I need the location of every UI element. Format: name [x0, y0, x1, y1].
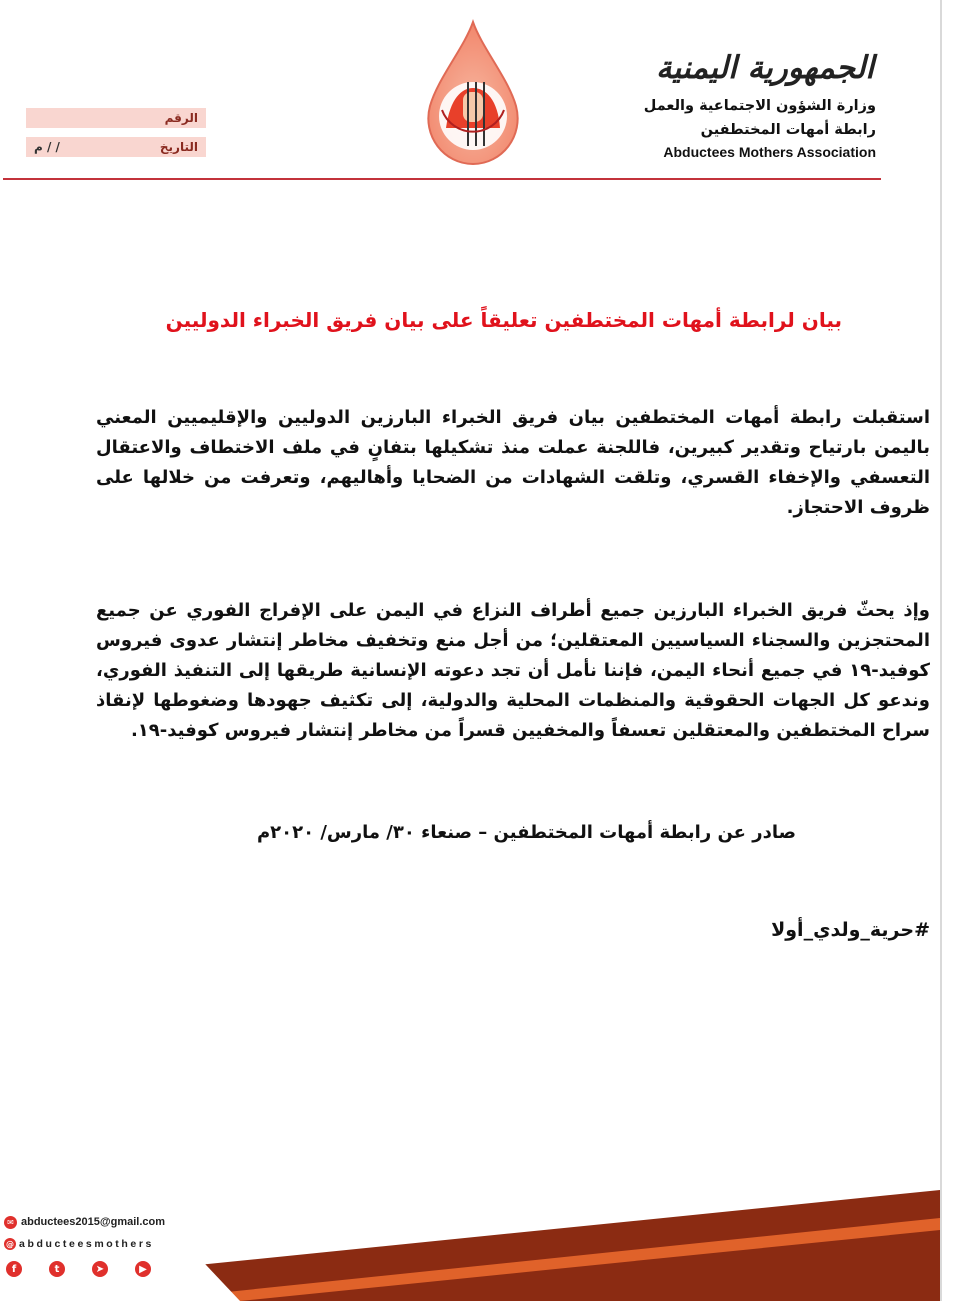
- youtube-icon[interactable]: ▶: [135, 1261, 151, 1277]
- telegram-icon[interactable]: ➤: [92, 1261, 108, 1277]
- email-icon: ✉: [4, 1216, 17, 1229]
- handle-row: [4, 1235, 204, 1253]
- document-title: بيان لرابطة أمهات المختطفين تعليقاً على بيان فريق الخبراء الدوليين: [165, 308, 842, 332]
- association-logo: [408, 18, 538, 168]
- facebook-icon[interactable]: f: [6, 1261, 22, 1277]
- contact-block: [4, 1213, 204, 1277]
- reference-date-box: [26, 108, 206, 166]
- email-address[interactable]: abductees2015@gmail.com: [21, 1216, 166, 1228]
- association-name-en: Abductees Mothers Association: [663, 144, 876, 160]
- date-value: / / م: [34, 140, 60, 154]
- letterhead-org: [616, 46, 876, 162]
- paragraph-2: وإذ يحثّ فريق الخبراء البارزين جميع أطراف النزاع في اليمن على الإفراج الفوري عن جميع المحتجزين والسجناء السياسيين المعتقلين؛ من أجل منع وتخفيف مخاطر إنتشار عدوى فيروس كوفيد-١٩ في جميع أنحاء اليمن، فإننا نأمل أن تجد دعوته الإنسانية طريقها إلى التنفيذ الفوري، وندعو كل الجهات الحقوقية والمنظمات المحلية والدولية، إلى تكثيف جهودها وضغوطها لإنقاذ سراح المختطفين والمعتقلين تعسفاً والمخفيين قسراً من مخاطر إنتشار فيروس كوفيد-١٩.: [96, 600, 930, 741]
- social-handle[interactable]: abducteesmothers: [19, 1238, 154, 1250]
- ministry-name: وزارة الشؤون الاجتماعية والعمل: [643, 98, 876, 114]
- paragraph-1: استقبلت رابطة أمهات المختطفين بيان فريق الخبراء البارزين الدوليين والإقليميين المعني باليمن بارتياح وتقدير كبيرين، فاللجنة عملت منذ تشكيلها بتفانٍ في ملف الاختطاف والاعتقال التعسفي والإخفاء القسري، وتلقت الشهادات من الضحايا وأهاليهم، وتعرفت من خلالها على ظروف الاحتجاز.: [96, 407, 930, 518]
- date-label: التاريخ: [159, 140, 198, 154]
- email-row: [4, 1213, 204, 1231]
- republic-name: الجمهورية اليمنية: [656, 50, 874, 86]
- social-icons: [4, 1261, 204, 1277]
- date-field: [26, 137, 206, 157]
- reference-field: [26, 108, 206, 128]
- reference-label: الرقم: [164, 111, 198, 125]
- twitter-icon[interactable]: t: [49, 1261, 65, 1277]
- header-divider: [3, 178, 881, 180]
- association-name-ar: رابطة أمهات المختطفين: [700, 122, 876, 138]
- at-icon: @: [6, 1239, 14, 1249]
- hashtag: #حرية_ولدي_أولا: [771, 919, 930, 941]
- issuer-signature-line: صادر عن رابطة أمهات المختطفين – صنعاء ٣٠/ مارس/ ٢٠٢٠م: [256, 822, 796, 843]
